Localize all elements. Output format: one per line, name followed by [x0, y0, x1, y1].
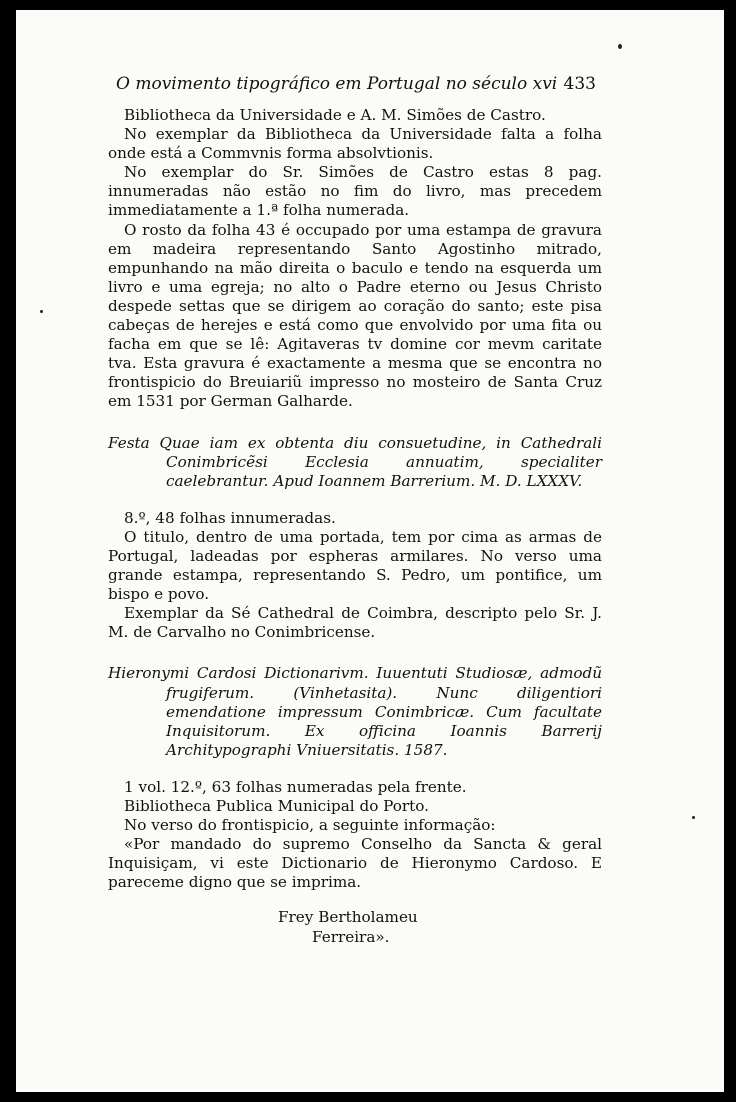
paragraph: No exemplar da Bibliotheca da Universidade falta a folha onde está a Commvnis forma absolvtionis. — [108, 125, 602, 163]
paragraph: No exemplar do Sr. Simões de Castro estas 8 pag. innumeradas não estão no fim do livro, mas precedem immediatamente a 1.ª folha numerada. — [108, 163, 602, 220]
signature-line: Frey Bertholameu — [278, 908, 418, 927]
paragraph: Bibliotheca da Universidade e A. M. Simões de Castro. — [124, 106, 546, 124]
paragraph: O titulo, dentro de uma portada, tem por cima as armas de Portugal, ladeadas por espheras armilares. No verso uma grande estampa, representando S. Pedro, um pontifice, um bispo e povo. — [108, 527, 602, 604]
ink-speck — [40, 310, 43, 313]
document-page — [16, 10, 724, 1092]
paragraph: 8.º, 48 folhas innumeradas. — [124, 508, 336, 527]
bibliographic-entry: Hieronymi Cardosi Dictionarivm. Iuuentuti Studiosæ, admodũ frugiferum. (Vinhetasita). Nunc diligentiori emendatione impressum Conimbricæ. Cum facultate Inquisitorum. Ex officina Ioannis Barrerij Architypographi Vniuersitatis. 1587. — [108, 664, 602, 759]
paragraph: Bibliotheca Publica Municipal do Porto. — [124, 797, 429, 815]
paragraph: Exemplar da Sé Cathedral de Coimbra, descripto pelo Sr. J. M. de Carvalho no Conimbricense. — [108, 604, 602, 642]
running-header — [116, 74, 596, 94]
paragraph: No verso do frontispicio, a seguinte informação: — [124, 816, 496, 835]
signature-block — [108, 908, 602, 946]
page-content — [108, 106, 602, 947]
bibliographic-entry: Festa Quae iam ex obtenta diu consuetudine, in Cathedrali Conimbricẽsi Ecclesia annuatim, specialiter caelebrantur. Apud Ioannem Barrerium. M. D. LXXXV. — [108, 433, 602, 490]
paragraph: «Por mandado do supremo Conselho da Sancta & geral Inquisiçam, vi este Dictionario de Hieronymo Cardoso. E pareceme digno que se imprima. — [108, 835, 602, 892]
ink-speck — [618, 44, 622, 49]
ink-speck — [692, 816, 695, 819]
paragraph: O rosto da folha 43 é occupado por uma estampa de gravura em madeira representando Santo Agostinho mitrado, empunhando na mão direita o baculo e tendo na esquerda um livro e uma egreja; no alto o Padre eterno ou Jesus Christo despede settas que se dirigem ao coração do santo; este pisa cabeças de herejes e está como que envolvido por uma fita ou facha em que se lê: Agitaveras tv domine cor mevm caritate tva. Esta gravura é exactamente a mesma que se encontra no frontispicio do Breuiariũ impresso no mosteiro de Santa Cruz em 1531 por German Galharde. — [108, 220, 602, 411]
running-title: O movimento tipográfico em Portugal no século xvi — [116, 74, 558, 94]
page-number: 433 — [563, 74, 596, 94]
signature-line: Ferreira». — [312, 927, 390, 946]
paragraph: 1 vol. 12.º, 63 folhas numeradas pela frente. — [124, 777, 467, 796]
